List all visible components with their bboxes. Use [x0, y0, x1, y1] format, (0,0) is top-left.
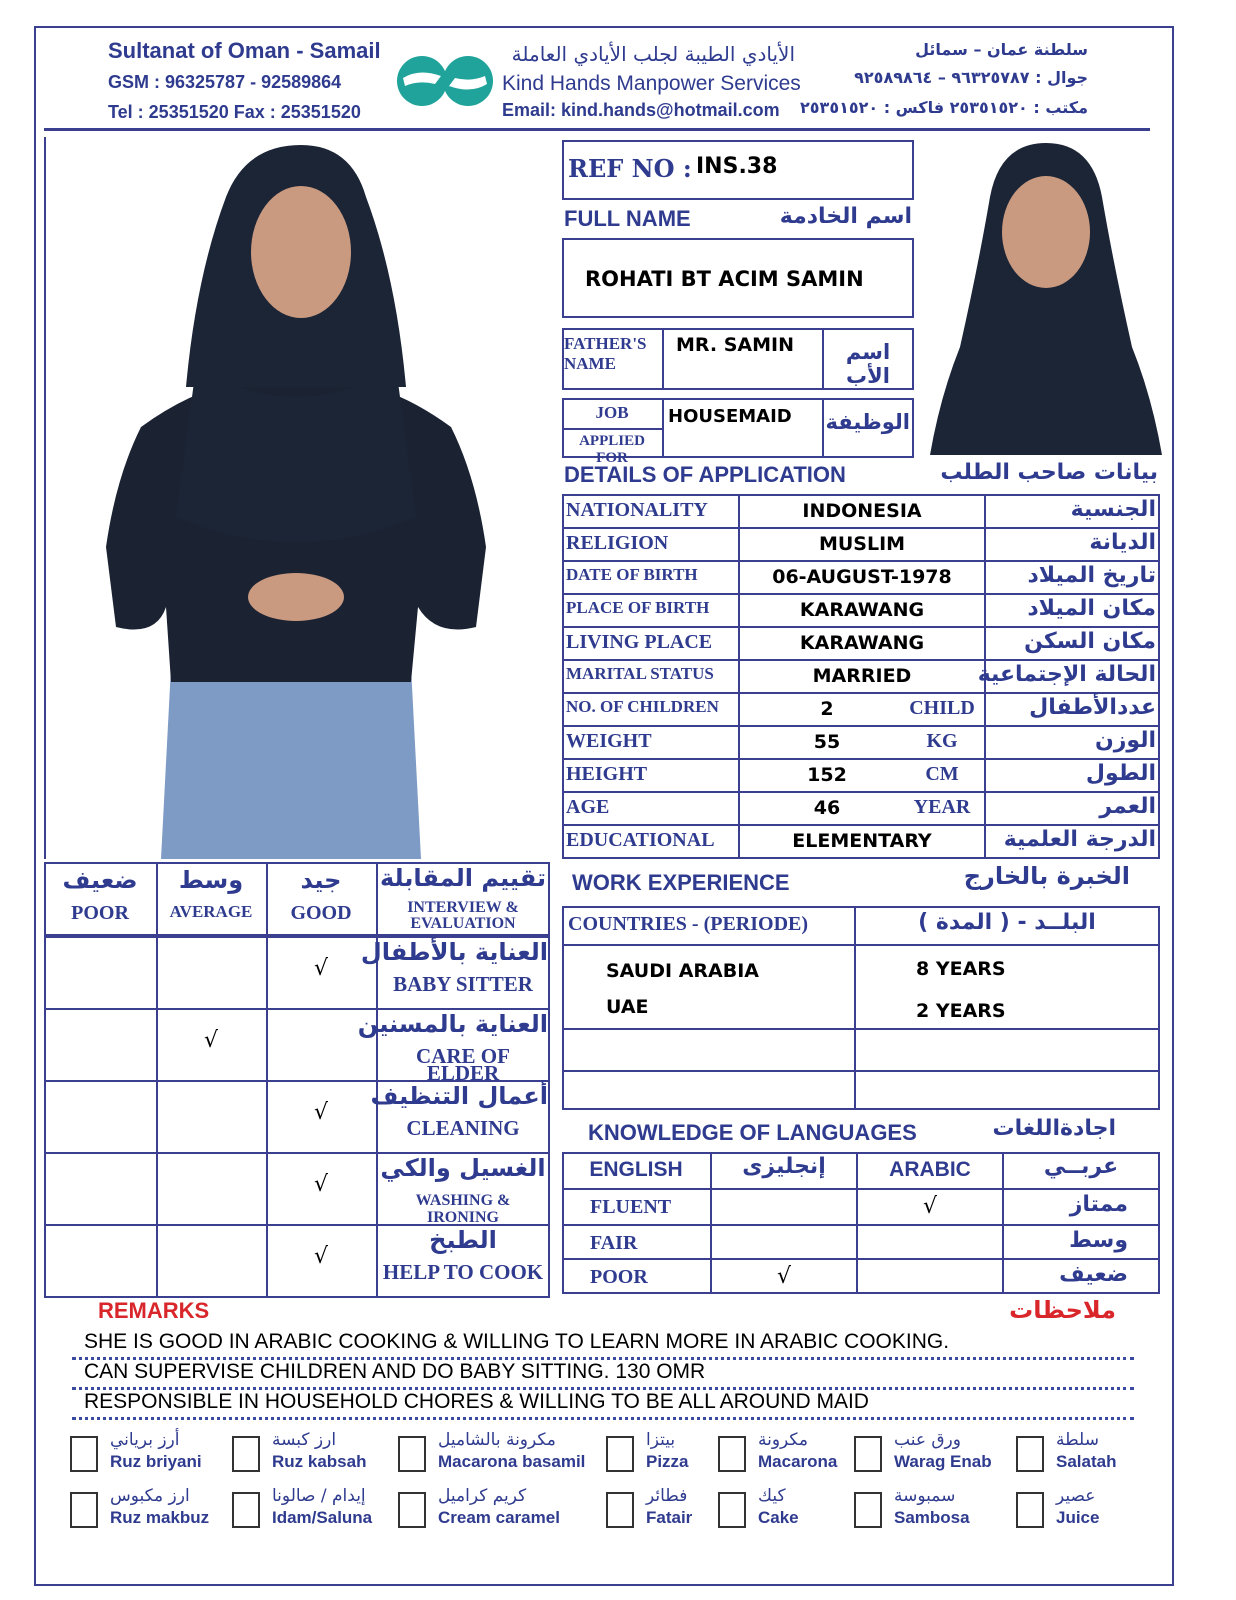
eval-check-mark: √: [203, 1028, 219, 1053]
work-country: SAUDI ARABIA: [606, 960, 759, 982]
details-col-divider: [984, 494, 986, 529]
header-right-line1: سلطنة عمان – سمائل: [915, 40, 1088, 59]
lang-english-check: √: [776, 1264, 792, 1289]
details-label-ar: مكان الميلاد: [1027, 596, 1156, 621]
eval-skill-ar: الطبخ: [429, 1226, 497, 1254]
eval-col-divider: [156, 1080, 158, 1154]
remark-line-2: CAN SUPERVISE CHILDREN AND DO BABY SITTING. 130 OMR: [72, 1360, 1134, 1390]
details-col-divider: [738, 791, 740, 826]
food-checkbox[interactable]: [606, 1436, 634, 1472]
details-value: 2: [820, 698, 834, 720]
eval-title-ar: تقييم المقابلة: [379, 864, 547, 892]
food-name-en: Ruz makbuz: [110, 1508, 210, 1527]
details-label-ar: العمر: [1099, 794, 1156, 819]
work-divider: [562, 944, 1160, 946]
eval-col-divider: [266, 1008, 268, 1082]
food-name-ar: ارز مكبوس: [110, 1486, 190, 1506]
details-col-divider: [738, 659, 740, 694]
eval-check-mark: √: [313, 1244, 329, 1269]
details-col-divider: [984, 626, 986, 661]
header-left-line1: Sultanat of Oman - Samail: [108, 38, 381, 63]
food-name-en: Fatair: [646, 1508, 693, 1527]
details-value: 152: [807, 764, 847, 786]
food-name-ar: كيك: [758, 1486, 786, 1506]
details-label: EDUCATIONAL: [566, 829, 715, 851]
details-label-ar: الديانة: [1089, 530, 1156, 555]
food-checkbox[interactable]: [1016, 1436, 1044, 1472]
food-checkbox[interactable]: [718, 1436, 746, 1472]
job-value: HOUSEMAID: [668, 406, 792, 427]
details-unit: CM: [925, 763, 959, 785]
header-left-line3: Tel : 25351520 Fax : 25351520: [108, 102, 361, 122]
eval-col-divider: [156, 936, 158, 1010]
food-name-ar: إيدام / صالونا: [272, 1486, 366, 1506]
food-name-ar: مكرونة: [758, 1430, 808, 1450]
father-label-ar: اسم الأب: [845, 340, 891, 388]
food-name-en: Macarona: [758, 1452, 838, 1471]
food-name-ar: فطائر: [646, 1486, 688, 1506]
details-label: MARITAL STATUS: [566, 664, 714, 683]
job-label-1: JOB: [595, 403, 629, 422]
job-label-2: APPLIED FOR: [579, 433, 645, 466]
food-name-ar: بيتزا: [646, 1430, 676, 1450]
details-label-ar: الوزن: [1094, 728, 1156, 753]
work-period: 2 YEARS: [916, 1000, 1006, 1022]
details-col-divider: [984, 725, 986, 760]
details-col-divider: [738, 758, 740, 793]
work-country: UAE: [606, 996, 649, 1018]
food-name-en: Ruz kabsah: [272, 1452, 367, 1471]
company-name-ar: الأيادي الطيبة لجلب الأيادي العاملة: [511, 42, 795, 66]
details-unit: KG: [926, 730, 958, 752]
father-divider-2: [822, 328, 824, 390]
food-name-en: Idam/Saluna: [272, 1508, 373, 1527]
work-border: [562, 906, 1160, 1110]
work-title-ar: الخبرة بالخارج: [963, 862, 1130, 890]
eval-skill-en: BABY SITTER: [393, 972, 533, 996]
languages-title-ar: اجادةاللغات: [992, 1116, 1116, 1141]
details-label: AGE: [566, 796, 610, 818]
job-label-ar: الوظيفة: [825, 410, 910, 434]
food-name-ar: سمبوسة: [894, 1486, 956, 1506]
details-col-divider: [738, 527, 740, 562]
details-label-ar: مكان السكن: [1024, 629, 1156, 654]
details-col-divider: [738, 593, 740, 628]
details-value: 06-AUGUST-1978: [772, 566, 952, 588]
details-label: DATE OF BIRTH: [566, 565, 698, 584]
food-name-en: Juice: [1056, 1508, 1100, 1527]
food-name-ar: كريم كراميل: [438, 1486, 527, 1506]
job-divider-h: [562, 428, 662, 430]
details-label-ar: الجنسية: [1070, 497, 1156, 522]
work-col-divider: [854, 906, 856, 1110]
job-divider-2: [822, 398, 824, 458]
details-col-divider: [984, 692, 986, 727]
food-checkbox[interactable]: [70, 1436, 98, 1472]
eval-skill-en: WASHING & IRONING: [415, 1192, 511, 1226]
details-label: NATIONALITY: [566, 499, 708, 521]
ref-value: INS.38: [696, 154, 778, 179]
eval-head-en: GOOD: [290, 902, 352, 924]
food-name-en: Warag Enab: [894, 1452, 992, 1471]
details-label-ar: الحالة الإجتماعية: [977, 662, 1156, 687]
lang-row-divider: [562, 1224, 1160, 1226]
lang-level-en: FLUENT: [590, 1196, 672, 1218]
food-name-en: Sambosa: [894, 1508, 970, 1527]
food-name-ar: سلطة: [1056, 1430, 1099, 1450]
eval-head-ar: ضعيف: [62, 866, 138, 894]
lang-arabic-head: ARABIC: [889, 1158, 971, 1181]
eval-head-ar: وسط: [178, 866, 244, 894]
details-title: DETAILS OF APPLICATION: [564, 462, 846, 487]
full-name-value: ROHATI BT ACIM SAMIN: [585, 267, 864, 291]
food-checkbox[interactable]: [70, 1492, 98, 1528]
lang-arabic-check: √: [922, 1194, 938, 1219]
company-email: Email: kind.hands@hotmail.com: [502, 100, 780, 120]
food-checkbox[interactable]: [606, 1492, 634, 1528]
remarks-title-ar: ملاحظات: [1009, 1296, 1116, 1324]
eval-skill-en: HELP TO COOK: [382, 1260, 544, 1284]
header-right-line2: جوال : ٩٦٣٢٥٧٨٧ – ٩٢٥٨٩٨٦٤: [854, 68, 1088, 87]
food-name-en: Pizza: [646, 1452, 689, 1471]
details-col-divider: [984, 527, 986, 562]
details-label: LIVING PLACE: [566, 631, 713, 653]
eval-skill-ar: العناية بالمسنين: [357, 1010, 548, 1038]
company-name-en: Kind Hands Manpower Services: [502, 72, 801, 95]
food-name-en: Salatah: [1056, 1452, 1117, 1471]
details-title-ar: بيانات صاحب الطلب: [940, 460, 1158, 485]
food-checkbox[interactable]: [398, 1436, 426, 1472]
work-table: [562, 906, 1160, 1110]
work-divider: [562, 1028, 1160, 1030]
details-value: KARAWANG: [799, 632, 925, 654]
portrait-photo: [930, 137, 1162, 455]
lang-arabic-head-ar: عربــي: [1043, 1154, 1119, 1179]
details-unit: YEAR: [913, 796, 971, 818]
food-checkbox[interactable]: [1016, 1492, 1044, 1528]
lang-level-ar: ممتاز: [1069, 1192, 1128, 1217]
header-left-line2: GSM : 96325787 - 92589864: [108, 72, 342, 92]
food-name-en: Cake: [758, 1508, 799, 1527]
header-divider: [44, 128, 1150, 131]
full-name-label-ar: اسم الخادمة: [779, 204, 912, 229]
details-col-divider: [738, 626, 740, 661]
details-label: NO. OF CHILDREN: [566, 697, 719, 716]
remarks-title: REMARKS: [98, 1298, 210, 1323]
food-checkbox[interactable]: [398, 1492, 426, 1528]
lang-english-head-ar: إنجليزى: [742, 1154, 826, 1179]
lang-level-ar: وسط: [1069, 1228, 1128, 1253]
details-label-ar: الدرجة العلمية: [1003, 827, 1156, 852]
food-name-ar: أرز برياني: [110, 1430, 180, 1450]
eval-skill-en: CARE OF ELDER: [416, 1044, 510, 1085]
food-checkbox[interactable]: [232, 1492, 260, 1528]
lang-level-ar: ضعيف: [1059, 1262, 1128, 1287]
eval-skill-ar: الغسيل والكي: [380, 1154, 546, 1182]
lang-row-divider: [562, 1258, 1160, 1260]
details-value: MARRIED: [812, 665, 912, 687]
eval-check-mark: √: [313, 956, 329, 981]
food-name-en: Macarona basamil: [438, 1452, 586, 1471]
details-value: 46: [813, 797, 841, 819]
details-col-divider: [738, 560, 740, 595]
details-col-divider: [738, 692, 740, 727]
details-label-ar: عددالأطفال: [1029, 695, 1156, 720]
work-col2-head: البلــد - ( المدة ): [918, 910, 1096, 935]
food-checkbox[interactable]: [854, 1436, 882, 1472]
remark-line-3: RESPONSIBLE IN HOUSEHOLD CHORES & WILLING TO BE ALL AROUND MAID: [72, 1390, 1134, 1420]
details-value: ELEMENTARY: [792, 830, 932, 852]
food-checkbox[interactable]: [718, 1492, 746, 1528]
details-col-divider: [984, 758, 986, 793]
full-body-photo: [44, 137, 550, 859]
food-checklist: [60, 1426, 1160, 1536]
eval-skill-ar: العناية بالأطفال: [360, 938, 548, 966]
full-name-label: FULL NAME: [564, 206, 691, 231]
food-name-ar: مكرونة بالشاميل: [438, 1430, 556, 1450]
eval-head-ar: جيد: [300, 866, 342, 894]
food-name-ar: ارز كبسة: [272, 1430, 337, 1450]
lang-level-en: POOR: [590, 1266, 648, 1288]
details-label: PLACE OF BIRTH: [566, 598, 710, 617]
languages-table: [562, 1152, 1160, 1294]
details-unit: CHILD: [909, 697, 975, 719]
eval-head-en: POOR: [71, 902, 129, 924]
food-name-ar: عصير: [1056, 1486, 1096, 1506]
details-col-divider: [738, 494, 740, 529]
work-col1-head: COUNTRIES - (PERIODE): [568, 913, 809, 935]
details-value: INDONESIA: [802, 500, 922, 522]
details-col-divider: [984, 824, 986, 859]
details-label-ar: الطول: [1085, 761, 1156, 786]
eval-skill-en: CLEANING: [406, 1116, 520, 1140]
lang-row-divider: [562, 1188, 1160, 1190]
details-col-divider: [738, 824, 740, 859]
details-col-divider: [984, 560, 986, 595]
header-right-line3: مكتب : ٢٥٣٥١٥٢٠ فاكس : ٢٥٣٥١٥٢٠: [800, 98, 1088, 117]
eval-check-mark: √: [313, 1100, 329, 1125]
food-name-en: Cream caramel: [438, 1508, 560, 1527]
eval-check-mark: √: [313, 1172, 329, 1197]
languages-title: KNOWLEDGE OF LANGUAGES: [588, 1120, 917, 1145]
father-value: MR. SAMIN: [676, 334, 794, 356]
eval-col-divider: [156, 1224, 158, 1298]
details-value: 55: [813, 731, 841, 753]
remark-line-1: SHE IS GOOD IN ARABIC COOKING & WILLING TO LEARN MORE IN ARABIC COOKING.: [72, 1330, 1134, 1360]
work-title: WORK EXPERIENCE: [572, 870, 790, 895]
details-table: [562, 494, 1160, 858]
father-divider-1: [662, 328, 664, 390]
details-label: HEIGHT: [566, 763, 648, 785]
details-value: MUSLIM: [818, 533, 906, 555]
details-label: WEIGHT: [566, 730, 652, 752]
food-checkbox[interactable]: [854, 1492, 882, 1528]
details-col-divider: [738, 725, 740, 760]
lang-level-en: FAIR: [590, 1232, 638, 1254]
food-name-ar: ورق عنب: [894, 1430, 961, 1450]
food-name-en: Ruz briyani: [110, 1452, 202, 1471]
details-label: RELIGION: [566, 532, 669, 554]
details-col-divider: [984, 791, 986, 826]
hands-logo-icon: [395, 54, 495, 108]
work-divider: [562, 1070, 1160, 1072]
job-divider-1: [662, 398, 664, 458]
eval-col-divider: [156, 1152, 158, 1226]
lang-english-head: ENGLISH: [589, 1158, 683, 1181]
details-value: KARAWANG: [799, 599, 925, 621]
eval-head-en: AVERAGE: [169, 902, 253, 921]
evaluation-table: [44, 862, 550, 1296]
eval-skill-ar: أعمال التنظيف: [370, 1082, 548, 1110]
father-label: FATHER'S NAME: [564, 334, 647, 373]
details-col-divider: [984, 593, 986, 628]
eval-title-en: INTERVIEW & EVALUATION: [407, 899, 519, 932]
ref-label: REF NO :: [568, 154, 692, 183]
details-label-ar: تاريخ الميلاد: [1027, 563, 1156, 588]
work-divider: [562, 988, 1160, 990]
work-period: 8 YEARS: [916, 958, 1006, 980]
food-checkbox[interactable]: [232, 1436, 260, 1472]
